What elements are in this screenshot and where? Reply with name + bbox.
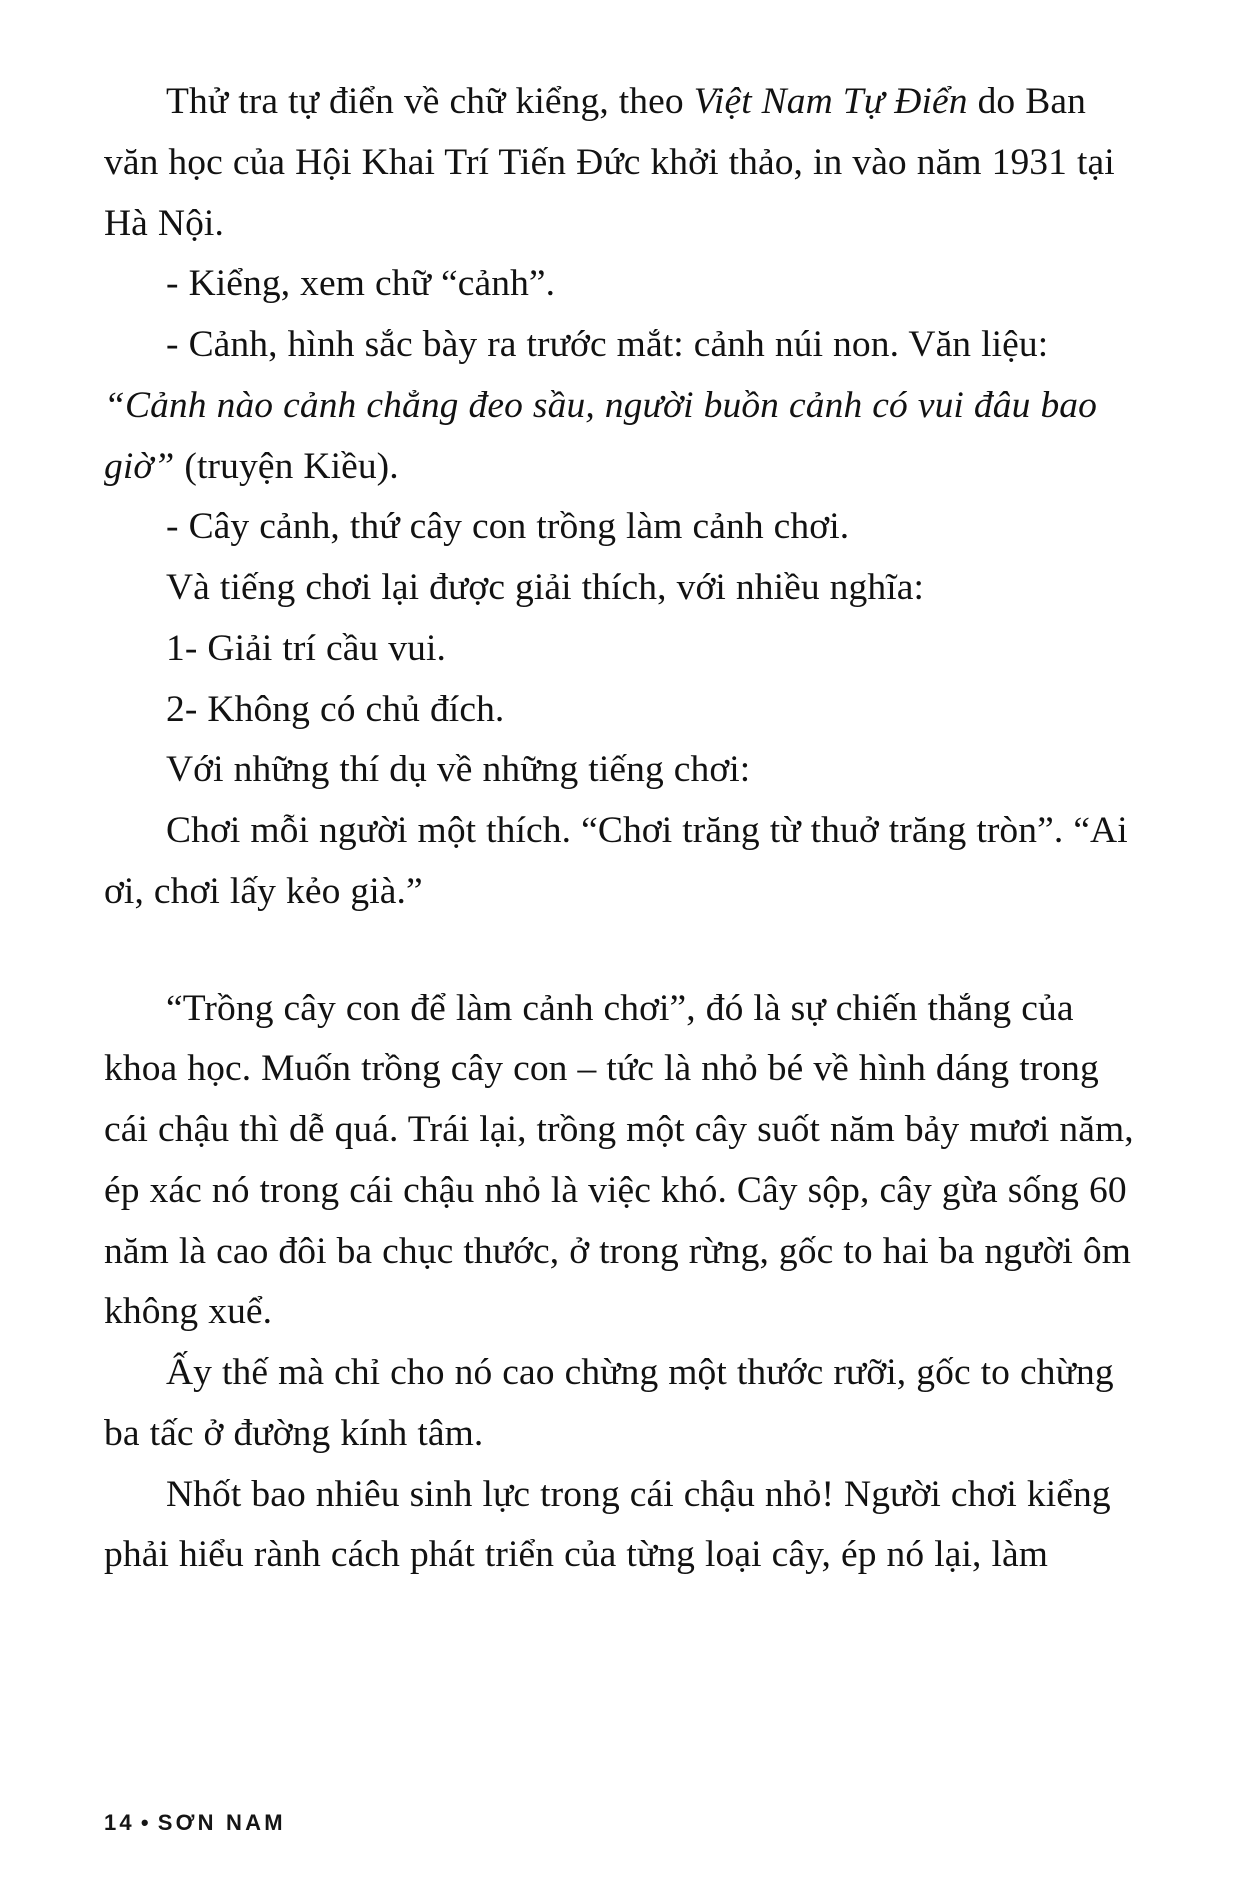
paragraph-examples-intro: Với những thí dụ về những tiếng chơi: (166, 749, 751, 791)
paragraph-entry-kieng: - Kiểng, xem chữ “cảnh”. (166, 263, 556, 305)
paragraph-dictionary-reference (104, 72, 1144, 254)
page-body (104, 72, 1144, 1586)
text-run: do Ban văn học của Hội Khai Trí Tiến Đức khởi thảo, in vào năm 1931 tại Hà Nội. (104, 81, 1115, 244)
page-footer (104, 1810, 286, 1836)
paragraph-entry-cay-canh: - Cây cảnh, thứ cây con trồng làm cảnh chơi. (166, 506, 850, 548)
paragraph-entry-canh (104, 315, 1144, 497)
text-run: Thử tra tự điển về chữ kiểng, theo (166, 81, 694, 122)
paragraph-spacer (104, 923, 1144, 979)
quote-italic: “Cảnh nào cảnh chẳng đeo sầu, người buồn cảnh có vui đâu bao giờ” (104, 384, 1098, 487)
paragraph-examples: Chơi mỗi người một thích. “Chơi trăng từ thuở trăng tròn”. “Ai ơi, chơi lấy kẻo già.” (104, 810, 1128, 912)
list-item-2: 2- Không có chủ đích. (166, 688, 505, 730)
list-item-1: 1- Giải trí cầu vui. (166, 627, 446, 669)
paragraph-science-victory: “Trồng cây con để làm cảnh chơi”, đó là sự chiến thắng của khoa học. Muốn trồng cây con – tức là nhỏ bé về hình dáng trong cái chậu thì dễ quá. Trái lại, trồng một cây suốt năm bảy mươi năm, ép xác nó trong cái chậu nhỏ là việc khó. Cây sộp, cây gừa sống 60 năm là cao đôi ba chục thước, ở trong rừng, gốc to hai ba người ôm không xuể. (104, 987, 1134, 1333)
footer-separator: • (140, 1810, 152, 1835)
text-run: (truyện Kiều). (174, 445, 399, 487)
paragraph-choi-intro: Và tiếng chơi lại được giải thích, với nhiều nghĩa: (166, 567, 924, 608)
author-name: SƠN NAM (157, 1810, 286, 1835)
page-number: 14 (104, 1810, 135, 1835)
text-run: - Cảnh, hình sắc bày ra trước mắt: cảnh núi non. Văn liệu: (166, 324, 1049, 365)
paragraph-vitality: Nhốt bao nhiêu sinh lực trong cái chậu nhỏ! Người chơi kiểng phải hiểu rành cách phát triển của từng loại cây, ép nó lại, làm (104, 1473, 1111, 1576)
paragraph-size-limits: Ấy thế mà chỉ cho nó cao chừng một thước rưỡi, gốc to chừng ba tấc ở đường kính tâm. (104, 1352, 1114, 1454)
book-title-italic: Việt Nam Tự Điển (693, 81, 968, 122)
